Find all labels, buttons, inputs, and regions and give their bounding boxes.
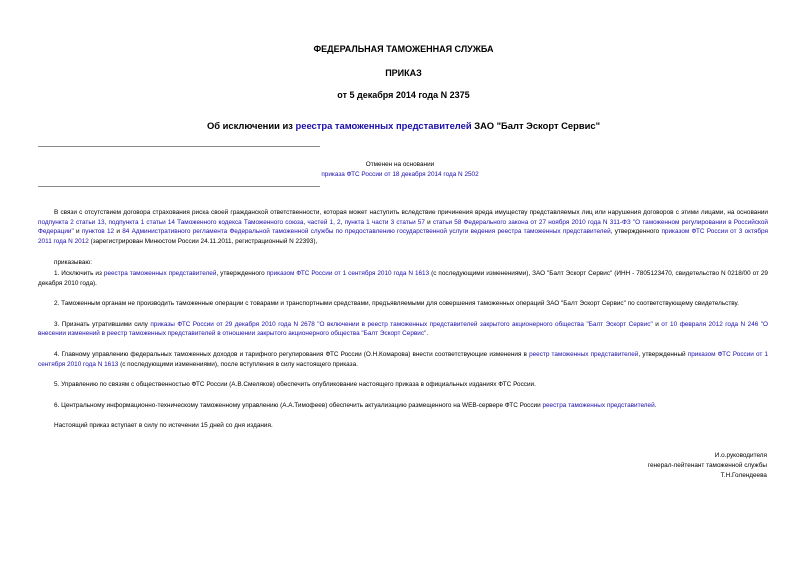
document-link[interactable]: приказом ФТС России от 1 сентября 2010 года N 1613 xyxy=(266,270,430,277)
order-item-2 xyxy=(38,299,768,309)
document-link[interactable]: реестра таможенных представителей xyxy=(103,270,217,277)
order-items xyxy=(38,269,768,431)
cancel-note xyxy=(300,160,500,180)
paragraph-text: Настоящий приказ вступает в силу по истечении 15 дней со дня издания. xyxy=(54,422,273,430)
paragraph-text: , xyxy=(303,218,308,226)
paragraph-text: . xyxy=(654,401,657,409)
preamble-paragraph xyxy=(38,208,768,246)
signature-rank: генерал-лейтенант таможенной службы xyxy=(647,462,767,469)
document-link[interactable]: реестра таможенных представителей xyxy=(542,401,655,409)
paragraph-text: и xyxy=(114,228,123,236)
order-word-text: приказываю: xyxy=(54,259,92,266)
paragraph-text: , xyxy=(340,218,345,226)
agency-heading: ФЕДЕРАЛЬНАЯ ТАМОЖЕННАЯ СЛУЖБА xyxy=(313,44,494,54)
paragraph-text: 5. Управлению по связям с общественностью ФТС России (А.В.Смеляков) обеспечить опубликование настоящего приказа в официальных изданиях ФТС России. xyxy=(54,381,536,389)
paragraph-text: 4. Главному управлению федеральных таможенных доходов и тарифного регулирования ФТС России (О.Н.Комарова) внести соответствующие изменения в xyxy=(54,350,530,358)
paragraph-text: 1. Исключить из xyxy=(54,270,104,277)
date-heading: от 5 декабря 2014 года N 2375 xyxy=(337,90,470,100)
cancel-note-text: Отменен на основании xyxy=(365,161,435,168)
document-link[interactable]: приказы ФТС России от 29 декабря 2010 года N 2678 "О включении в реестр таможенных представителей закрытого акционерного общества "Балт Эскорт Сервис" xyxy=(150,320,653,328)
document-link[interactable]: приказом ФТС России от 3 октября 2011 года N 2012 xyxy=(38,228,768,245)
document-link[interactable]: пунктов 12 xyxy=(81,228,115,236)
document-link[interactable]: пункта 1 части 3 статьи 57 xyxy=(344,218,425,226)
paragraph-text: 3. Признать утратившими силу xyxy=(54,320,151,328)
paragraph-text: . xyxy=(426,330,429,338)
order-item-4 xyxy=(38,350,768,369)
signature-position: И.о.руководителя xyxy=(714,452,767,459)
paragraph-text: , утвержденного xyxy=(610,228,662,236)
signature-name: Т.Н.Голендеева xyxy=(720,472,767,479)
paragraph-text: (с последующими изменениями), после вступления в силу настоящего приказа. xyxy=(118,360,358,368)
paragraph-text: , xyxy=(104,218,109,226)
paragraph-text: В связи с отсутствием договора страхования риска своей гражданской ответственности, которая может наступить вследствие причинения вреда имуществу представляемых лиц или нарушения договоров с этими лицами, на основании xyxy=(54,209,768,216)
title-registry-link[interactable]: реестра таможенных представителей xyxy=(295,120,472,131)
order-item-1 xyxy=(38,269,768,288)
paragraph-text: и xyxy=(73,228,82,236)
document-link[interactable]: 84 Административного регламента Федеральной таможенной службы по предоставлению государственной услуги ведения реестра таможенных представителей xyxy=(122,228,611,236)
document-link[interactable]: статьи 58 Федерального закона от 27 ноября 2010 года N 311-ФЗ "О таможенном регулировании в Российской Федерации" xyxy=(38,218,769,236)
order-item-5 xyxy=(38,380,768,390)
cancel-note-link[interactable]: приказа ФТС России от 18 декабря 2014 года N 2502 xyxy=(321,171,479,178)
paragraph-text: и xyxy=(652,320,662,328)
paragraph-text: , утвержденный xyxy=(638,350,688,358)
paragraph-text: и xyxy=(424,218,433,226)
paragraph-text: (зарегистрирован Минюстом России 24.11.2011, регистрационный N 22393), xyxy=(88,237,318,245)
signature-block xyxy=(547,451,767,481)
title-suffix: ЗАО "Балт Эскорт Сервис" xyxy=(471,120,601,131)
title-prefix: Об исключении из xyxy=(206,120,296,131)
divider-top xyxy=(38,146,320,147)
doc-type-heading: ПРИКАЗ xyxy=(385,68,422,78)
document-link[interactable]: приказом ФТС России от 1 сентября 2010 года N 1613 xyxy=(38,350,768,368)
divider-bottom xyxy=(38,186,320,187)
preamble-text xyxy=(38,208,768,246)
document-link[interactable]: частей 1, 2 xyxy=(307,218,341,226)
document-link[interactable]: подпункта 1 статьи 14 Таможенного кодекса Таможенного союза xyxy=(108,218,304,226)
paragraph-text: (с последующими изменениями), ЗАО "Балт Эскорт Сервис" (ИНН - 7805123470, свидетельство N 0218/00 от 29 декабря 2010 года). xyxy=(38,270,768,287)
order-item-6 xyxy=(38,401,768,411)
document-link[interactable]: подпункта 2 статьи 13 xyxy=(38,218,105,226)
paragraph-text: 2. Таможенным органам не производить таможенные операции с товарами и транспортными средствами, предъявляемыми для совершения таможенных операций ЗАО "Балт Эскорт Сервис" по соответствующему свидетельству. xyxy=(54,300,739,308)
document-title xyxy=(0,120,807,131)
effective-date-note xyxy=(38,421,768,431)
document-link[interactable]: реестр таможенных представителей xyxy=(529,350,639,358)
order-word xyxy=(38,258,768,268)
document-link[interactable]: от 10 февраля 2012 года N 246 "О внесении изменений в реестр таможенных представителей в отношении закрытого акционерного общества "Балт Эскорт Сервис" xyxy=(38,320,768,338)
paragraph-text: 6. Центральному информационно-техническому таможенному управлению (А.А.Тимофеев) обеспечить актуализацию размещенного на WEB-сервере ФТС России xyxy=(54,401,543,409)
order-item-3 xyxy=(38,320,768,339)
paragraph-text: , утвержденного xyxy=(216,270,267,277)
